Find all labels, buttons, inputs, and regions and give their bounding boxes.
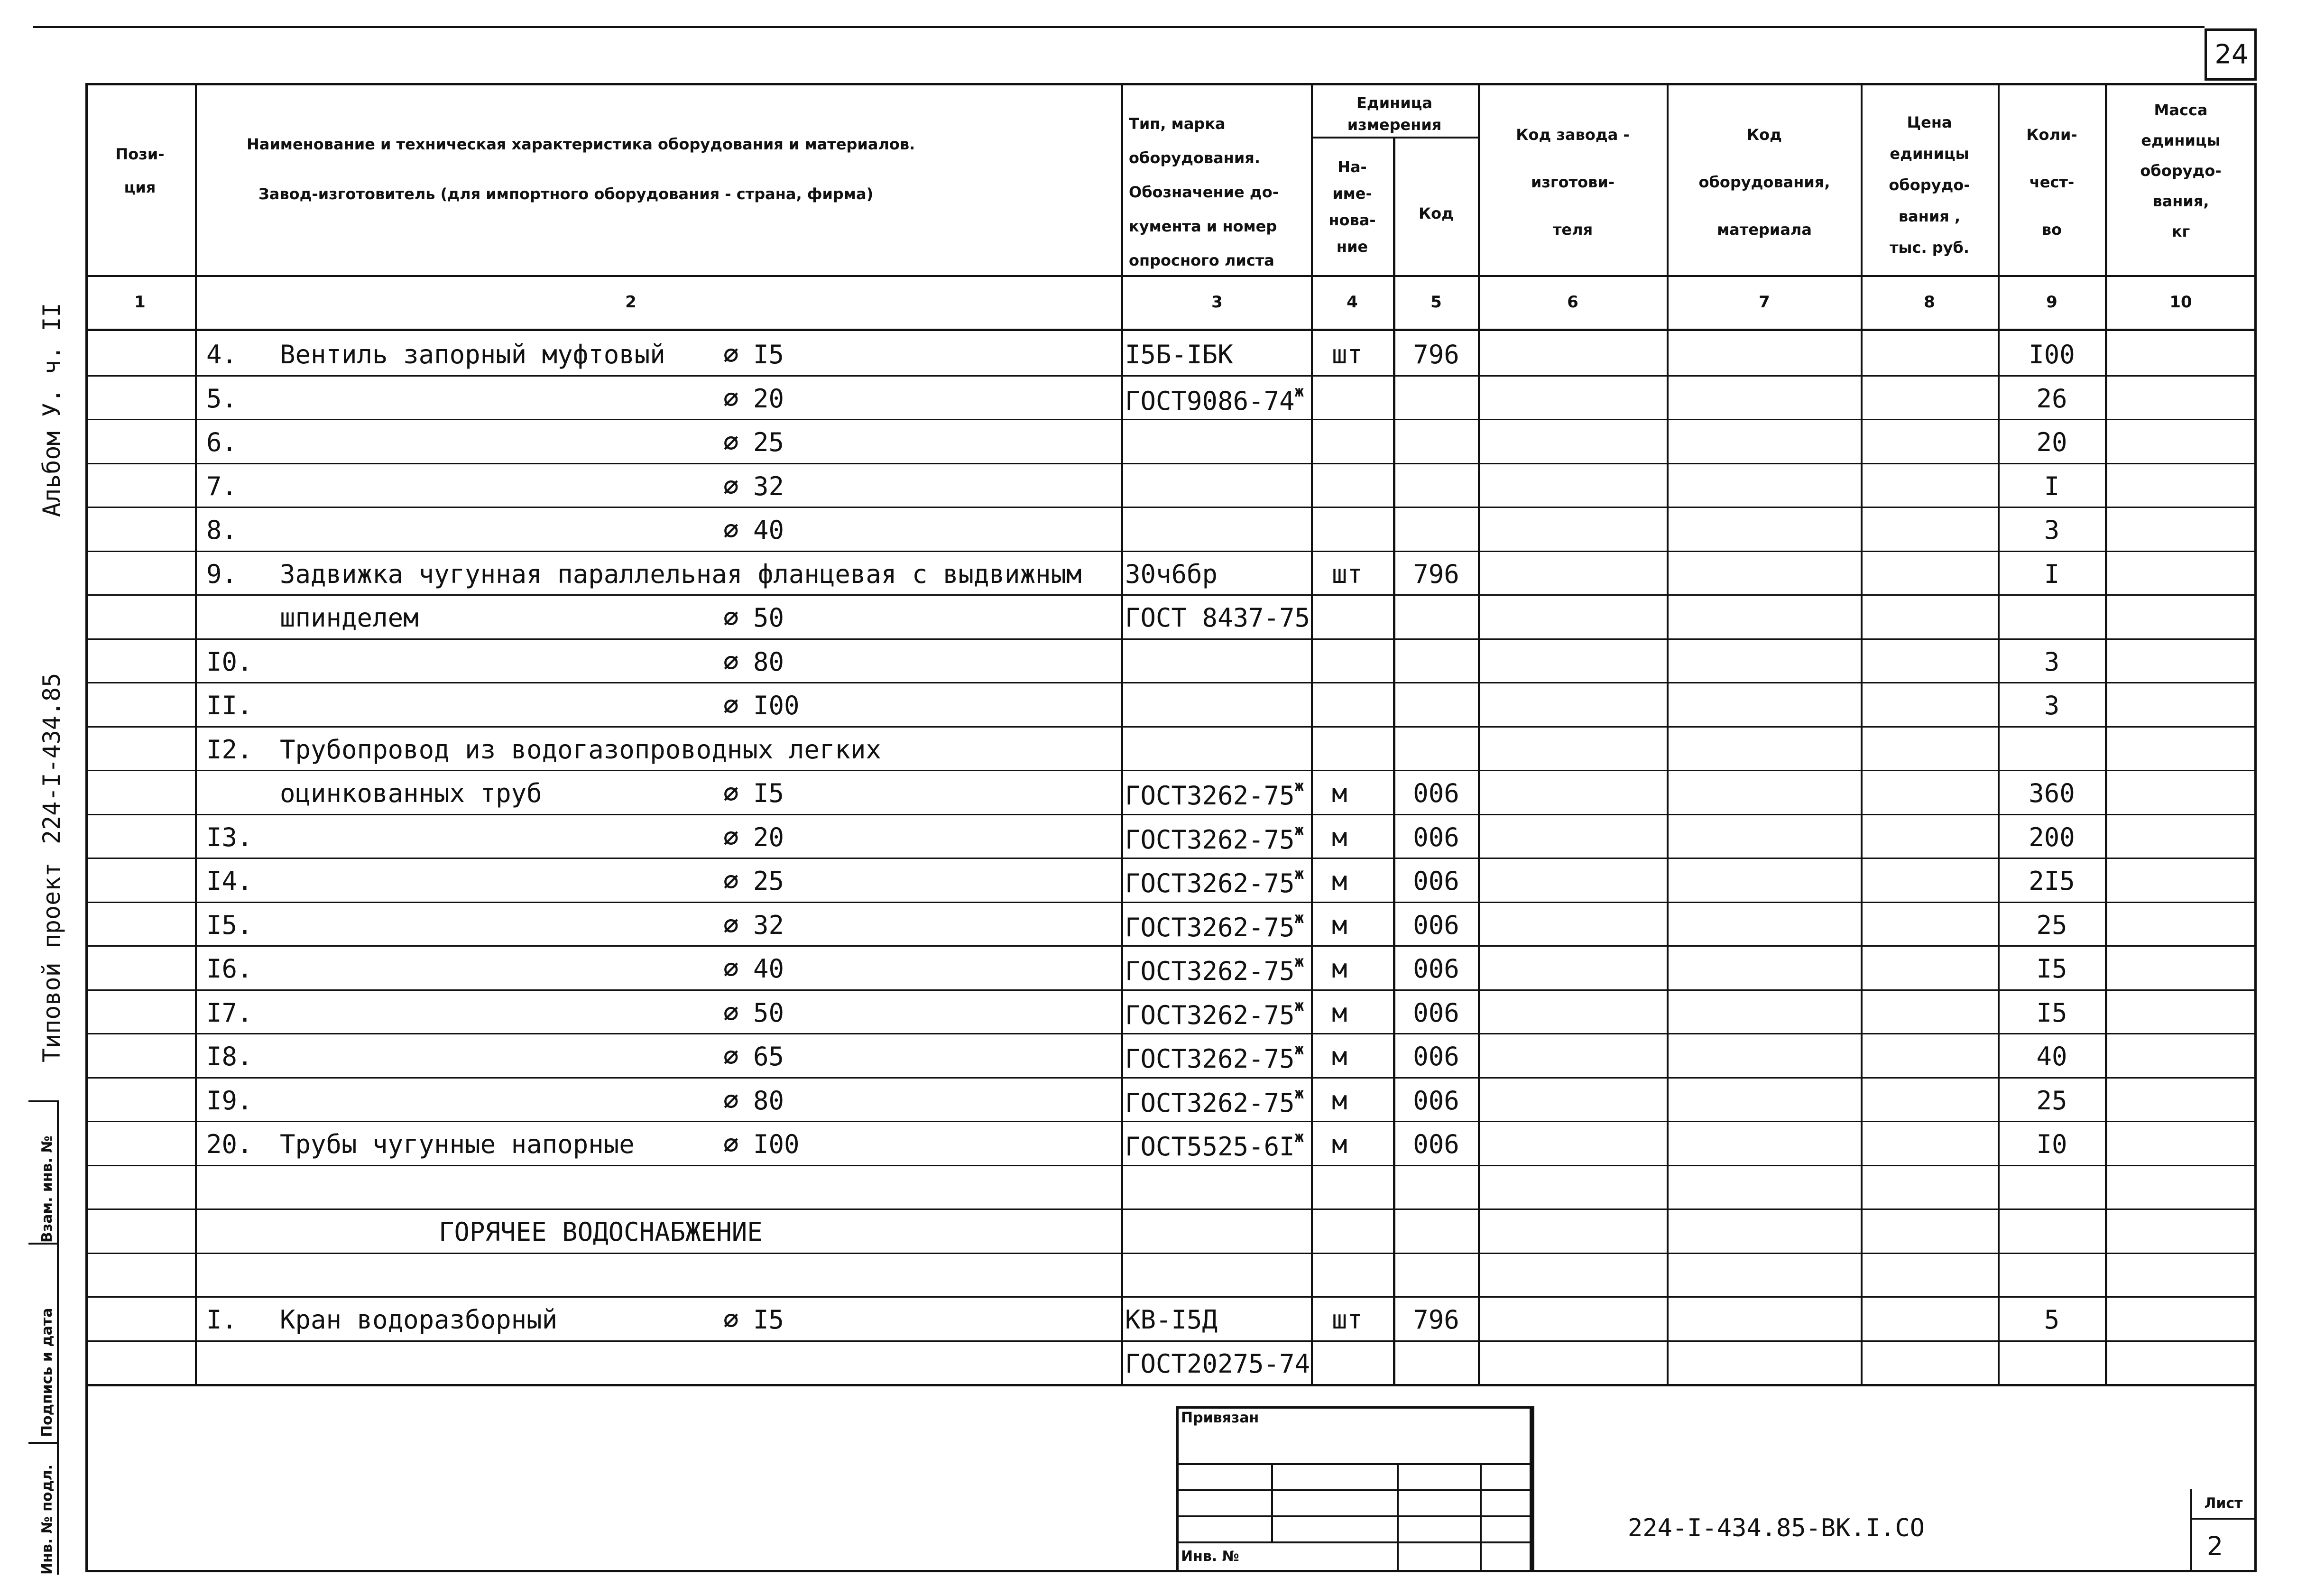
row-type: $ГОСТ3262-75^ж$ [1125,996,1304,1030]
header-c8: Цена единицы оборудо- вания , тыс. руб. [1889,113,1970,257]
stamp-inv-no: Инв. № [1181,1548,1239,1565]
stamp-privyazan: Привязан [1181,1410,1259,1426]
row-type: $ГОСТ9086-74^ж$ [1125,382,1304,416]
row-unit-code: 006 [1413,910,1459,940]
col-line-6 [1667,83,1669,1386]
row-position: 20. [206,1129,253,1159]
row-quantity: 26 [2036,384,2067,414]
row-type-footnote: ж [1294,865,1304,883]
colnum-8: 8 [1924,293,1935,312]
col-line-7 [1861,83,1863,1386]
row-diameter: 20 [753,822,784,852]
row-type-footnote: ж [1294,1084,1304,1102]
header-c10: Масса единицы оборудо- вания, кг [2140,101,2222,240]
row-position: 9. [206,559,238,589]
project-number-label: 224-I-434.85 [38,673,65,844]
album-label: Альбом У. ч. II [38,303,65,517]
stamp-line-4 [1176,1541,1532,1543]
row-diameter: 25 [753,427,784,457]
row-unit: м [1332,1086,1347,1116]
row-type: $ГОСТ3262-75^ж$ [1125,1084,1304,1118]
inv-zam-label: Взам. инв. № [39,1135,55,1243]
col-line-8 [1998,83,2000,1386]
row-diameter-symbol: ∅ [723,910,739,940]
row-unit: шт [1332,1305,1363,1335]
row-quantity: 3 [2044,647,2060,677]
row-diameter: I00 [753,1129,800,1159]
row-type-footnote: ж [1294,821,1304,839]
row-type: 30ч6бр [1125,559,1218,589]
row-unit-code: 796 [1413,340,1459,369]
table-body-bottom-line [85,1384,2257,1386]
row-type: I5Б-IБК [1125,340,1233,369]
row-diameter-symbol: ∅ [723,998,739,1028]
col-line-5 [1478,83,1480,1386]
row-diameter-symbol: ∅ [723,822,739,852]
row-unit: м [1332,954,1347,984]
row-diameter-symbol: ∅ [723,384,739,414]
row-diameter: 32 [753,910,784,940]
row-diameter-symbol: ∅ [723,691,739,720]
row-diameter: 50 [753,998,784,1028]
row-unit: м [1332,1129,1347,1159]
row-diameter-symbol: ∅ [723,647,739,677]
row-diameter: 50 [753,603,784,633]
row-name: оцинкованных труб [280,778,542,808]
row-unit-code: 006 [1413,1042,1459,1071]
row-position: 8. [206,515,238,545]
row-type-footnote: ж [1294,1128,1304,1146]
header-c2-line2: Завод-изготовитель (для импортного оборудования - страна, фирма) [258,185,874,203]
row-type: $ГОСТ3262-75^ж$ [1125,865,1304,898]
row-position: 5. [206,384,238,414]
row-unit: м [1332,822,1347,852]
inv-podl-label: Инв. № подл. [39,1464,55,1575]
row-type: $ГОСТ3262-75^ж$ [1125,952,1304,986]
header-c9: Коли- чест- во [2026,126,2077,239]
stamp-vline-3 [1480,1463,1482,1572]
row-type-footnote: ж [1294,1040,1304,1058]
row-type-footnote: ж [1294,382,1304,400]
row-quantity: I [2044,559,2060,589]
row-diameter-symbol: ∅ [723,1305,739,1335]
row-name: Трубы чугунные напорные [280,1129,635,1159]
row-unit: шт [1332,340,1363,369]
row-name: Трубопровод из водогазопроводных легких [280,735,881,765]
colnum-2: 2 [625,293,637,312]
header-c3: Тип, марка оборудования. Обозначение до- кумента и номер опросного листа [1129,115,1279,269]
row-name: Кран водоразборный [280,1305,558,1335]
row-type: $ГОСТ3262-75^ж$ [1125,777,1304,811]
row-quantity: 40 [2036,1042,2067,1071]
row-divider [85,419,2257,420]
row-unit-code: 006 [1413,1086,1459,1116]
row-diameter-symbol: ∅ [723,340,739,369]
row-unit-code: 006 [1413,954,1459,984]
col-line-1 [195,83,197,1386]
row-unit-code: 796 [1413,1305,1459,1335]
row-position: I8. [206,1042,253,1071]
stamp-line-1 [1176,1463,1532,1465]
side-strip-line [57,1100,59,1575]
top-rule [33,26,2205,28]
col-line-9 [2105,83,2107,1386]
row-diameter-symbol: ∅ [723,603,739,633]
sheet-box-mid [2190,1518,2257,1520]
row-unit: м [1332,1042,1347,1071]
row-diameter-symbol: ∅ [723,427,739,457]
row-position: 6. [206,427,238,457]
row-quantity: 25 [2036,1086,2067,1116]
row-unit-code: 006 [1413,778,1459,808]
row-unit-code: 006 [1413,998,1459,1028]
header-unit-group: Единица измерения [1347,94,1442,134]
row-diameter-symbol: ∅ [723,1042,739,1071]
side-strip-div-2 [28,1243,58,1245]
row-type-footnote: ж [1294,777,1304,795]
row-divider [85,507,2257,508]
row-unit-code: 796 [1413,559,1459,589]
header-c6: Код завода - изготови- теля [1516,126,1630,239]
colnum-3: 3 [1211,293,1223,312]
row-divider [85,1253,2257,1254]
stamp-line-3 [1176,1515,1532,1517]
row-quantity: 5 [2044,1305,2060,1335]
row-position: I. [206,1305,238,1335]
sheet-number: 2 [2206,1531,2223,1561]
row-diameter: 80 [753,1086,784,1116]
header-c4: На- име- нова- ние [1328,158,1376,256]
row-diameter-symbol: ∅ [723,471,739,501]
row-divider [85,1209,2257,1210]
row-divider [85,463,2257,464]
header-c2-line1: Наименование и техническая характеристика оборудования и материалов. [247,135,915,153]
stamp-vline-2 [1397,1463,1399,1572]
row-position: II. [206,691,253,720]
row-unit-code: 006 [1413,866,1459,896]
row-position: I9. [206,1086,253,1116]
row-type: $ГОСТ3262-75^ж$ [1125,821,1304,855]
row-quantity: I00 [2029,340,2075,369]
row-type: КВ-I5Д [1125,1305,1218,1335]
side-strip-div-1 [28,1100,58,1102]
row-type-footnote: ж [1294,952,1304,970]
colnum-6: 6 [1567,293,1578,312]
colnum-4: 4 [1347,293,1358,312]
row-unit: м [1332,866,1347,896]
row-divider [85,726,2257,728]
row-diameter: 80 [753,647,784,677]
stamp-right-border [1532,1406,1534,1572]
section-heading: ГОРЯЧЕЕ ВОДОСНАБЖЕНИЕ [439,1217,763,1247]
row-position: I2. [206,735,253,765]
row-quantity: 20 [2036,427,2067,457]
row-type: ГОСТ 8437-75 [1125,603,1310,633]
row-divider [85,1033,2257,1034]
sheet-label: Лист [2204,1495,2243,1512]
colnum-bottom-line [85,329,2257,331]
row-position: I7. [206,998,253,1028]
col-line-2 [1121,83,1123,1386]
row-unit: шт [1332,559,1363,589]
row-quantity: 360 [2029,778,2075,808]
colnum-7: 7 [1759,293,1770,312]
row-diameter: I5 [753,1305,784,1335]
row-divider [85,1165,2257,1166]
row-divider [85,858,2257,859]
typical-project-label: Типовой проект [38,862,65,1062]
row-unit: м [1332,910,1347,940]
row-divider [85,989,2257,991]
row-name: Вентиль запорный муфтовый [280,340,665,369]
row-type: $ГОСТ5525-6I^ж$ [1125,1128,1304,1162]
row-unit: м [1332,778,1347,808]
colnum-5: 5 [1430,293,1442,312]
row-type: $ГОСТ3262-75^ж$ [1125,1040,1304,1074]
row-divider [85,1121,2257,1122]
row-type-footnote: ж [1294,909,1304,927]
row-quantity: I0 [2036,1129,2067,1159]
row-quantity: I [2044,471,2060,501]
row-position: I6. [206,954,253,984]
row-diameter: 40 [753,515,784,545]
row-divider [85,814,2257,815]
header-c7: Код оборудования, материала [1698,126,1830,239]
row-divider [85,638,2257,640]
stamp-vline-1 [1271,1463,1273,1541]
row-diameter-symbol: ∅ [723,778,739,808]
row-divider [85,902,2257,903]
row-diameter-symbol: ∅ [723,954,739,984]
unit-group-line [1311,137,1478,138]
row-diameter: 40 [753,954,784,984]
sheet-box-left [2190,1489,2192,1572]
row-position: I4. [206,866,253,896]
row-diameter: 20 [753,384,784,414]
page-number: 24 [2214,39,2249,70]
colnum-9: 9 [2046,293,2057,312]
row-diameter-symbol: ∅ [723,515,739,545]
row-diameter: 65 [753,1042,784,1071]
row-position: 7. [206,471,238,501]
row-divider [85,551,2257,552]
row-type: $ГОСТ3262-75^ж$ [1125,909,1304,942]
row-diameter: I5 [753,778,784,808]
row-quantity: I5 [2036,998,2067,1028]
row-divider [85,682,2257,683]
row-quantity: 2I5 [2029,866,2075,896]
header-c5: Код [1419,204,1454,222]
sign-date-label: Подпись и дата [39,1308,55,1437]
row-diameter: I5 [753,340,784,369]
row-diameter: 32 [753,471,784,501]
row-divider [85,375,2257,377]
row-quantity: 200 [2029,822,2075,852]
row-type-footnote: ж [1294,996,1304,1015]
row-divider [85,1296,2257,1298]
row-diameter: 25 [753,866,784,896]
col-line-4 [1393,137,1395,1386]
row-divider [85,770,2257,771]
row-position: I3. [206,822,253,852]
row-quantity: 3 [2044,515,2060,545]
document-code: 224-I-434.85-ВК.I.СО [1627,1514,1925,1542]
row-divider [85,1340,2257,1342]
row-type: ГОСТ20275-74 [1125,1349,1310,1379]
row-position: I5. [206,910,253,940]
row-unit-code: 006 [1413,822,1459,852]
row-diameter-symbol: ∅ [723,866,739,896]
row-divider [85,1077,2257,1079]
row-divider [85,594,2257,596]
row-name: Задвижка чугунная параллельная фланцевая с выдвижным [280,559,1082,589]
row-unit: м [1332,998,1347,1028]
row-quantity: 25 [2036,910,2067,940]
row-name: шпинделем [280,603,419,633]
colnum-1: 1 [134,293,146,312]
row-position: 4. [206,340,238,369]
colnum-10: 10 [2169,293,2192,312]
row-unit-code: 006 [1413,1129,1459,1159]
row-diameter-symbol: ∅ [723,1086,739,1116]
row-diameter-symbol: ∅ [723,1129,739,1159]
row-quantity: I5 [2036,954,2067,984]
row-position: I0. [206,647,253,677]
side-strip-div-3 [28,1442,58,1444]
row-diameter: I00 [753,691,800,720]
row-divider [85,945,2257,947]
header-c1: Пози- ция [115,145,165,196]
col-line-3 [1311,83,1313,1386]
stamp-line-2 [1176,1489,1532,1491]
row-quantity: 3 [2044,691,2060,720]
